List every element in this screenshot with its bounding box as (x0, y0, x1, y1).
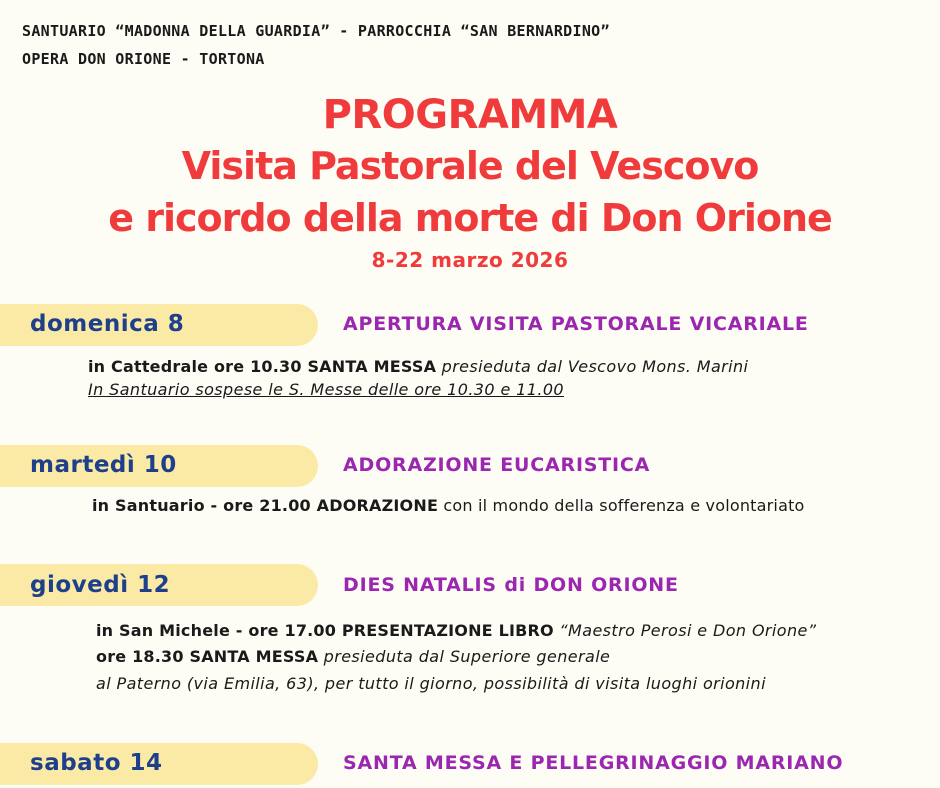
detail-line (96, 621, 816, 640)
visit-subtitle: Visita Pastorale del Vescovo (181, 144, 759, 188)
event-title-pellegrinaggio: SANTA MESSA E PELLEGRINAGGIO MARIANO (343, 752, 844, 774)
detail-underlined-note: In Santuario sospese le S. Messe delle ore 10.30 e 11.00 (88, 380, 564, 399)
detail-line (88, 380, 564, 399)
memorial-subtitle: e ricordo della morte di Don Orione (108, 196, 832, 240)
detail-line (96, 647, 610, 666)
event-title-dies-natalis: DIES NATALIS di DON ORIONE (343, 574, 679, 596)
date-range: 8-22 marzo 2026 (371, 248, 569, 272)
detail-line (92, 496, 805, 515)
detail-bold: in San Michele - ore 17.00 PRESENTAZIONE LIBRO (96, 621, 554, 640)
header-opera-line: OPERA DON ORIONE - TORTONA (22, 50, 265, 68)
detail-italic: al Paterno (via Emilia, 63), per tutto il giorno, possibilità di visita luoghi orionini (96, 674, 766, 693)
day-label-martedi: martedì 10 (30, 452, 177, 478)
event-title-adorazione: ADORAZIONE EUCARISTICA (343, 454, 651, 476)
detail-normal: con il mondo della sofferenza e volontariato (438, 496, 805, 515)
detail-line (96, 674, 766, 693)
day-label-domenica: domenica 8 (30, 311, 185, 337)
detail-line (88, 357, 748, 376)
detail-bold: in Santuario - ore 21.00 ADORAZIONE (92, 496, 439, 515)
day-label-giovedi: giovedì 12 (30, 572, 171, 598)
detail-italic: “Maestro Perosi e Don Orione” (553, 621, 817, 640)
detail-bold: ore 18.30 SANTA MESSA (96, 647, 319, 666)
detail-italic: presieduta dal Vescovo Mons. Marini (436, 357, 749, 376)
header-sanctuary-line: SANTUARIO “MADONNA DELLA GUARDIA” - PARROCCHIA “SAN BERNARDINO” (22, 22, 610, 40)
day-label-sabato: sabato 14 (30, 750, 163, 776)
program-title: PROGRAMMA (322, 92, 618, 138)
event-title-apertura: APERTURA VISITA PASTORALE VICARIALE (343, 313, 809, 335)
detail-bold: in Cattedrale ore 10.30 SANTA MESSA (88, 357, 437, 376)
detail-italic: presieduta dal Superiore generale (318, 647, 611, 666)
